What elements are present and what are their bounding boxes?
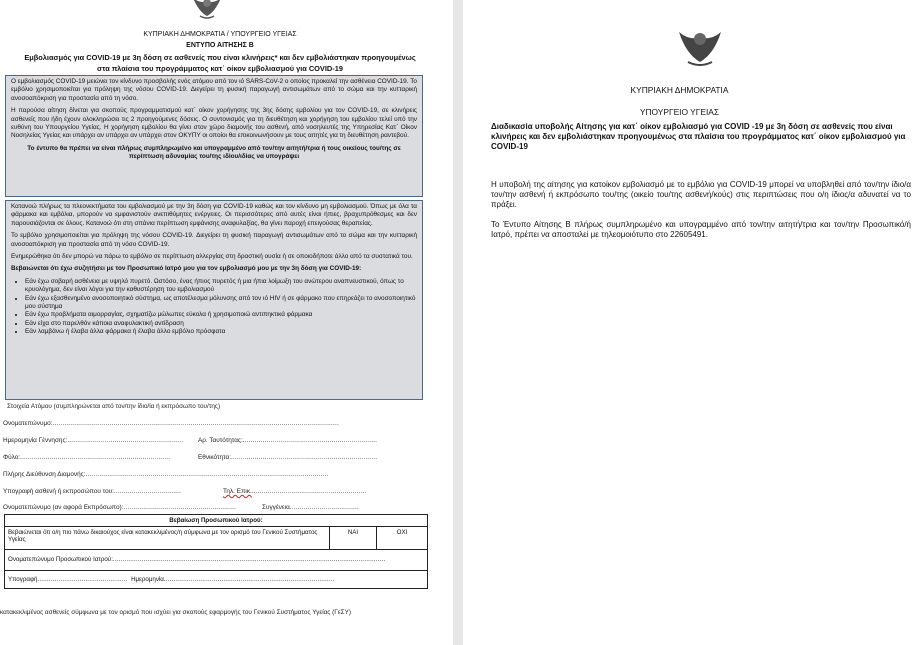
document-page-right — [463, 0, 912, 645]
no-checkbox-cell[interactable]: ΟΧΙ — [377, 527, 428, 550]
id-number-field[interactable]: Αρ. Ταυτότητας:.................................................................... — [198, 437, 378, 444]
sex-field[interactable]: Φύλο:............................................................................ — [3, 454, 171, 461]
address-field[interactable]: Πλήρης Διεύθυνση Διαμονής:........................................................................................................................... — [3, 471, 329, 478]
yes-checkbox-cell[interactable]: ΝΑΙ — [330, 527, 377, 550]
nationality-field[interactable]: Εθνικότητα:.......................................................................... — [198, 454, 378, 461]
signature-field[interactable]: Υπογραφή ασθενή ή εκπροσώπου του:.................................. — [3, 488, 182, 495]
doctor-name-field[interactable]: Ονοματεπώνυμο Προσωπικού Ιατρού:.............................................................................................................................................. — [5, 550, 428, 571]
dob-field[interactable]: Ημερομηνία Γέννησης:........................................................... — [3, 437, 184, 444]
relation-field[interactable]: Συγγένεια................................... — [262, 504, 359, 511]
info-paragraph: Η παρούσα αίτηση δίνεται για σκοπούς προγραμματισμού κατ΄ οίκον χορήγησης της 3ης δόσης εμβολίου για τον COVID-19, σε κλινήρεις ασθενείς που ήδη έχουν ολοκληρώσει τις 2 προηγούμενες δόσεις. Ο συντονισμός για τη διευθέτηση και χορήγηση του εμβολίου τελεί υπό την ευθύνη του Υπουργείου Υγείας. Η χορήγηση εμβολίου θα γίνει στον χώρο διαμονής του ασθενή, από νοσηλευτές της Υπηρεσίας Κατ΄ Οίκον Νοσηλείας Υγείας και υπάρχει αν υπάρχει αν υπάρχει στον ΟΚΥΠΥ οι οποίοι θα επικοινωνήσουν με τους αιτητές για τη διευθέτηση ραντεβού. — [11, 107, 417, 140]
representative-name-field[interactable]: Ονοματεπώνυμο (αν αφορά Εκπρόσωπο):......................................................... — [3, 504, 237, 511]
procedure-paragraph-1: Η υποβολή της αίτησης για κατοίκον εμβολιασμό με το εμβόλιο για COVID-19 μπορεί να υποβληθεί από τον/την ίδιο/α τον/την ασθενή ή εκπρόσωπο του/της (οικείο του/της ασθενή/κούς) στις περιπτώσεις που ο/η ίδιος/α αδυνατεί να το πράξει. — [491, 180, 911, 209]
list-item: • Εάν έχω σοβαρή ασθένεια με υψηλό πυρετό. Ωστόσο, ένας ήπιος πυρετός ή μια ήπια λοίμωξη του ανώτερου αναπνευστικού, όπως το κρυολόγημα, δεν είναι λόγοι για την καθυστέρηση του εμβολιασμού — [25, 278, 417, 295]
list-item: • Εάν λαμβάνω ή έλαβα άλλα φάρμακα ή έλαβα άλλο εμβόλιο πρόσφατα — [25, 328, 417, 336]
republic-title: ΚΥΠΡΙΑΚΗ ΔΗΜΟΚΡΑΤΙΑ — [630, 85, 729, 95]
consent-paragraph: Κατανοώ πλήρως τα πλεονεκτήματα του εμβολιασμού με την 3η δόση για COVID-19 καθώς και τον κίνδυνο μη εμβολιασμού. Όπως με όλα τα φάρμακα και εμβόλια, μπορούν να εμφανιστούν ανεπιθύμητες ενέργειες. Οι περισσότερες από αυτές είναι ήπιες, βραχυπρόθεσμες και δεν παρουσιάζονται σε όλους. Κατανοώ ότι στη σπάνια περίπτωση εμφάνισης αναφυλαξίας, θα γίνει παροχή επειγούσας θεραπείας. — [11, 203, 417, 227]
document-page-left — [0, 0, 453, 645]
ministry-header: ΚΥΠΡΙΑΚΗ ΔΗΜΟΚΡΑΤΙΑ / ΥΠΟΥΡΓΕΙΟ ΥΓΕΙΑΣ — [143, 31, 297, 38]
phone-field[interactable]: Τηλ. Επικ........................................................... — [223, 488, 367, 495]
subtitle-line-2: στα πλαίσια του προγράμματος κατ΄ οίκον εμβολιασμού για COVID-19 — [97, 64, 343, 73]
info-box-vaccination — [5, 75, 423, 197]
doctor-confirmation-title: Βεβαίωση Προσωπικού Ιατρού: — [5, 515, 428, 527]
procedure-title: Διαδικασία υποβολής Αίτησης για κατ΄ οίκον εμβολιασμό για COVID -19 με 3η δόση σε ασθενείς που είναι κλινήρεις και δεν εμβολιάστηκαν προηγουμένως στα πλαίσια του προγράμματος κατ΄ οίκον εμβολιασμού για COVID-19 — [491, 122, 906, 151]
consent-bullet-list — [11, 278, 417, 337]
list-item: • Εάν έχω προβλήματα αιμορραγίας, σχηματίζω μώλωπες εύκολα ή χρησιμοποιώ αντιπηκτικά φάρμακα — [25, 311, 417, 319]
footnote: κατακεκλιμένος ασθενείς σύμφωνα με τον ορισμό που ισχύει για σκοπούς εφαρμογής του Γενικού Συστήματος Υγείας (ΓεΣΥ) — [0, 609, 352, 616]
info-paragraph: Ο εμβολιασμός COVID-19 μειώνει τον κίνδυνο προσβολής ενός ατόμου από τον ιό SARS-CoV-2 ο οποίος προκαλεί την ασθένεια COVID-19. Το εμβόλιο χρησιμοποιείται για πρόληψη της νόσου COVID-19. Διεγείρει τη φυσική παραγωγή αντισωμάτων από το σώμα και την κυτταρική ανοσοαπόκριση για προστασία από τη νόσο. — [11, 78, 417, 102]
personal-details-heading: Στοιχεία Ατόμου (συμπληρώνεται από τον/την ίδιο/ία ή εκπρόσωπο του/της) — [7, 403, 221, 410]
procedure-paragraph-2: Το Έντυπο Αίτησης Β πλήρως συμπληρωμένο και υπογραμμένο από τον/την αιτητή/τρια και τον/την Προσωπικό/ή Ιατρό, πρέπει να αποσταλεί με τηλεομοιότυπο στο 22605491. — [491, 220, 911, 239]
name-field[interactable]: Ονοματεπώνυμο:................................................................................................................................................. — [3, 420, 339, 427]
coat-of-arms-icon — [676, 26, 724, 68]
form-title: ΕΝΤΥΠΟ ΑΙΤΗΣΗΣ Β — [186, 42, 254, 49]
list-item: • Εάν έχω εξασθενημένο ανοσοποιητικό σύστημα, ως αποτέλεσμα μόλυνσης από τον ιό HIV ή σε φάρμακο που επηρεάζει το ανοσοποιητικό μου σύστημα — [25, 295, 417, 312]
consent-doctor-heading: Βεβαιώνεται ότι έχω συζητήσει με τον Προσωπικό Ιατρό μου για τον εμβολιασμό μου με την 3η δόση για COVID-19: — [11, 265, 362, 273]
doctor-confirmation-table — [4, 514, 428, 589]
doctor-confirmation-statement: Βεβαιώνεται ότι ο/η πιο πάνω δικαιούχος είναι κατακεκλιμένος/η σύμφωνα με τον ορισμό του Γενικού Συστήματος Υγείας — [5, 527, 330, 550]
doctor-signature-date-field[interactable]: Υπογραφή............................................... Ημερομηνία......................................................................................... — [5, 571, 428, 589]
subtitle-line-1: Εμβολιασμός για COVID-19 με 3η δόση σε ασθενείς που είναι κλινήρεις* και δεν εμβολιάστηκαν προηγουμένως — [24, 53, 416, 62]
info-notice-bold: Το έντυπο θα πρέπει να είναι πλήρως συμπληρωμένο και υπογραμμένο από τον/την αιτητή/τρια ή τους οικείους του/της σε περίπτωση αδυναμίας του/της ιδίου/ιδίας να υπογράψει — [27, 144, 401, 161]
consent-paragraph: Το εμβόλιο χρησιμοποιείται για πρόληψη της νόσου COVID-19. Διεγείρει τη φυσική παραγωγή αντισωμάτων από το σώμα και την κυτταρική ανοσοαπόκριση για προστασία από τη νόσο COVID-19. — [11, 232, 417, 248]
consent-paragraph: Ενημερώθηκα ότι δεν μπορώ να πάρω το εμβόλιο σε περίπτωση αλλεργίας στη δραστική ουσία ή σε οποιοδήποτε άλλο από τα συστατικά του. — [11, 253, 413, 261]
list-item: • Εάν είχα στο παρελθόν κάποια αναφυλακτική αντίδραση — [25, 320, 417, 328]
coat-of-arms-icon — [190, 0, 224, 20]
info-box-consent — [5, 200, 423, 400]
ministry-title: ΥΠΟΥΡΓΕΙΟ ΥΓΕΙΑΣ — [639, 107, 720, 117]
